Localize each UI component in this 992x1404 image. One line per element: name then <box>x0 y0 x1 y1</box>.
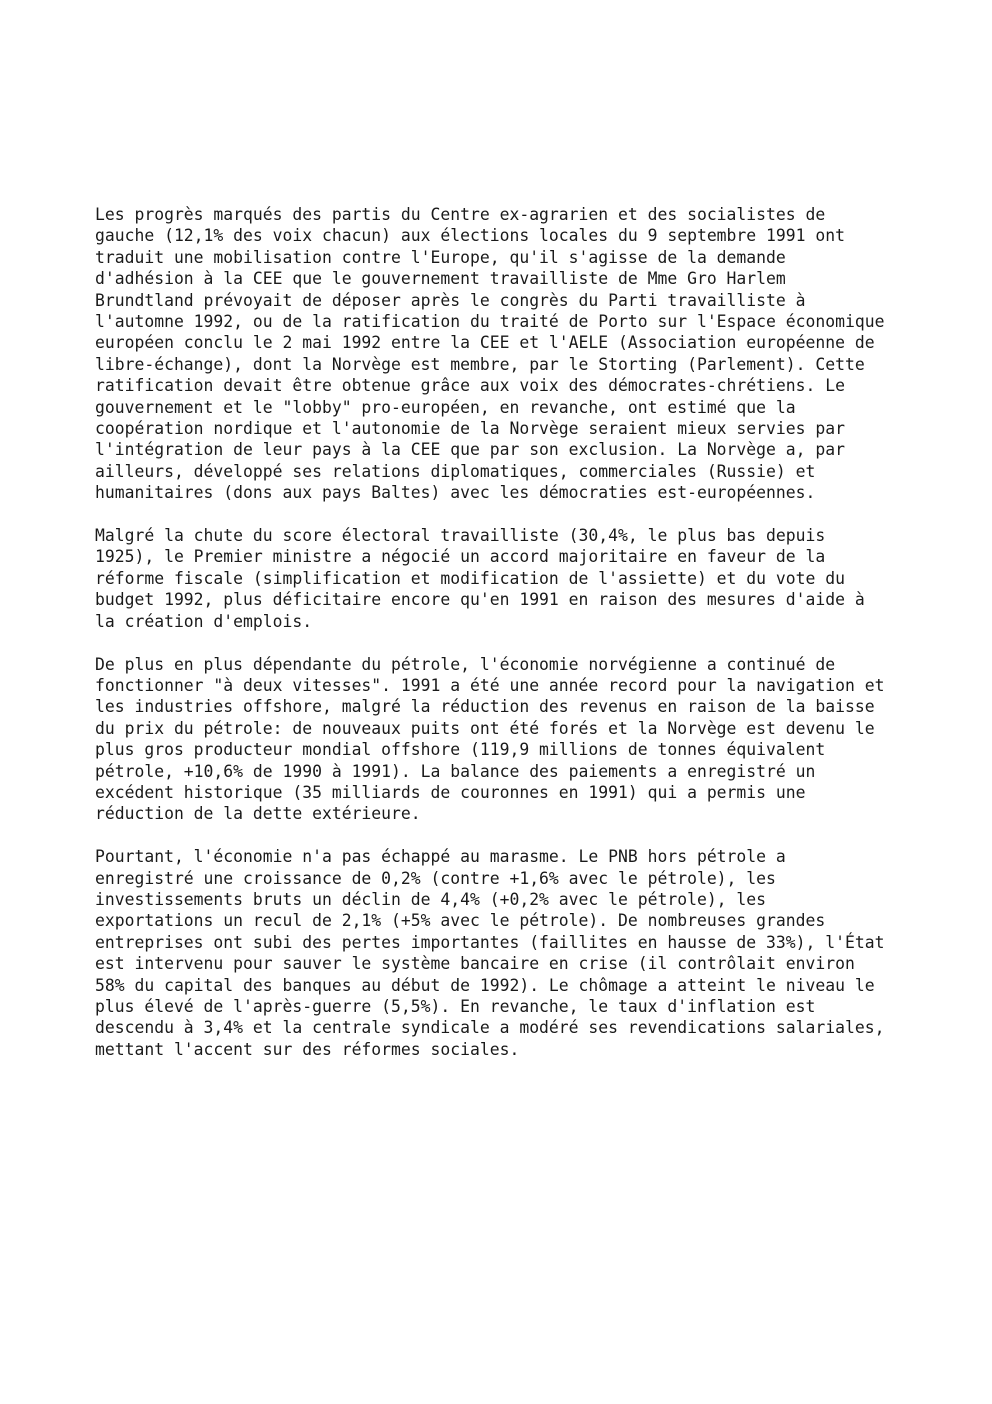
text-line: les industries offshore, malgré la réduction des revenus en raison de la baisse <box>95 697 875 717</box>
text-line: Brundtland prévoyait de déposer après le congrès du Parti travailliste à <box>95 290 806 310</box>
paragraph-europe-politics <box>95 204 915 504</box>
text-line: exportations un recul de 2,1% (+5% avec le pétrole). De nombreuses grandes <box>95 911 826 931</box>
paragraph-oil-economy <box>95 654 915 825</box>
text-line: excédent historique (35 milliards de couronnes en 1991) qui a permis une <box>95 782 806 802</box>
text-line: plus élevé de l'après-guerre (5,5%). En revanche, le taux d'inflation est <box>95 996 816 1016</box>
text-line: traduit une mobilisation contre l'Europe, qu'il s'agisse de la demande <box>95 247 786 267</box>
text-line: du prix du pétrole: de nouveaux puits ont été forés et la Norvège est devenu le <box>95 718 875 738</box>
text-line: descendu à 3,4% et la centrale syndicale a modéré ses revendications salariales, <box>95 1018 885 1038</box>
text-line: européen conclu le 2 mai 1992 entre la CEE et l'AELE (Association européenne de <box>95 333 875 353</box>
text-line: l'intégration de leur pays à la CEE que par son exclusion. La Norvège a, par <box>95 440 845 460</box>
text-line: 1925), le Premier ministre a négocié un accord majoritaire en faveur de la <box>95 547 826 567</box>
text-line: Malgré la chute du score électoral travailliste (30,4%, le plus bas depuis <box>95 526 826 546</box>
text-line: humanitaires (dons aux pays Baltes) avec les démocraties est-européennes. <box>95 483 816 503</box>
text-line: enregistré une croissance de 0,2% (contre +1,6% avec le pétrole), les <box>95 868 776 888</box>
text-line: De plus en plus dépendante du pétrole, l'économie norvégienne a continué de <box>95 654 836 674</box>
text-line: coopération nordique et l'autonomie de la Norvège seraient mieux servies par <box>95 419 845 439</box>
text-line: d'adhésion à la CEE que le gouvernement travailliste de Mme Gro Harlem <box>95 269 786 289</box>
text-line: réforme fiscale (simplification et modification de l'assiette) et du vote du <box>95 568 845 588</box>
text-line: libre-échange), dont la Norvège est membre, par le Storting (Parlement). Cette <box>95 354 865 374</box>
text-line: gauche (12,1% des voix chacun) aux élections locales du 9 septembre 1991 ont <box>95 226 845 246</box>
text-line: l'automne 1992, ou de la ratification du traité de Porto sur l'Espace économique <box>95 312 885 332</box>
paragraph-labour-government <box>95 525 915 632</box>
text-line: la création d'emplois. <box>95 611 313 631</box>
text-line: ailleurs, développé ses relations diplomatiques, commerciales (Russie) et <box>95 461 816 481</box>
text-line: Les progrès marqués des partis du Centre ex-agrarien et des socialistes de <box>95 205 826 224</box>
text-line: fonctionner "à deux vitesses". 1991 a été une année record pour la navigation et <box>95 675 885 695</box>
text-line: 58% du capital des banques au début de 1992). Le chômage a atteint le niveau le <box>95 975 875 995</box>
text-line: pétrole, +10,6% de 1990 à 1991). La balance des paiements a enregistré un <box>95 761 816 781</box>
text-line: budget 1992, plus déficitaire encore qu'en 1991 en raison des mesures d'aide à <box>95 590 865 610</box>
text-line: est intervenu pour sauver le système bancaire en crise (il contrôlait environ <box>95 954 855 974</box>
text-line: gouvernement et le "lobby" pro-européen, en revanche, ont estimé que la <box>95 397 796 417</box>
document-body <box>95 204 915 1082</box>
text-line: investissements bruts un déclin de 4,4% (+0,2% avec le pétrole), les <box>95 889 767 909</box>
text-line: mettant l'accent sur des réformes sociales. <box>95 1039 520 1059</box>
text-line: plus gros producteur mondial offshore (119,9 millions de tonnes équivalent <box>95 740 826 760</box>
paragraph-recession <box>95 846 915 1060</box>
text-line: réduction de la dette extérieure. <box>95 804 421 824</box>
text-line: entreprises ont subi des pertes importantes (faillites en hausse de 33%), l'État <box>95 932 885 952</box>
text-line: Pourtant, l'économie n'a pas échappé au marasme. Le PNB hors pétrole a <box>95 847 786 867</box>
text-line: ratification devait être obtenue grâce aux voix des démocrates-chrétiens. Le <box>95 376 845 396</box>
